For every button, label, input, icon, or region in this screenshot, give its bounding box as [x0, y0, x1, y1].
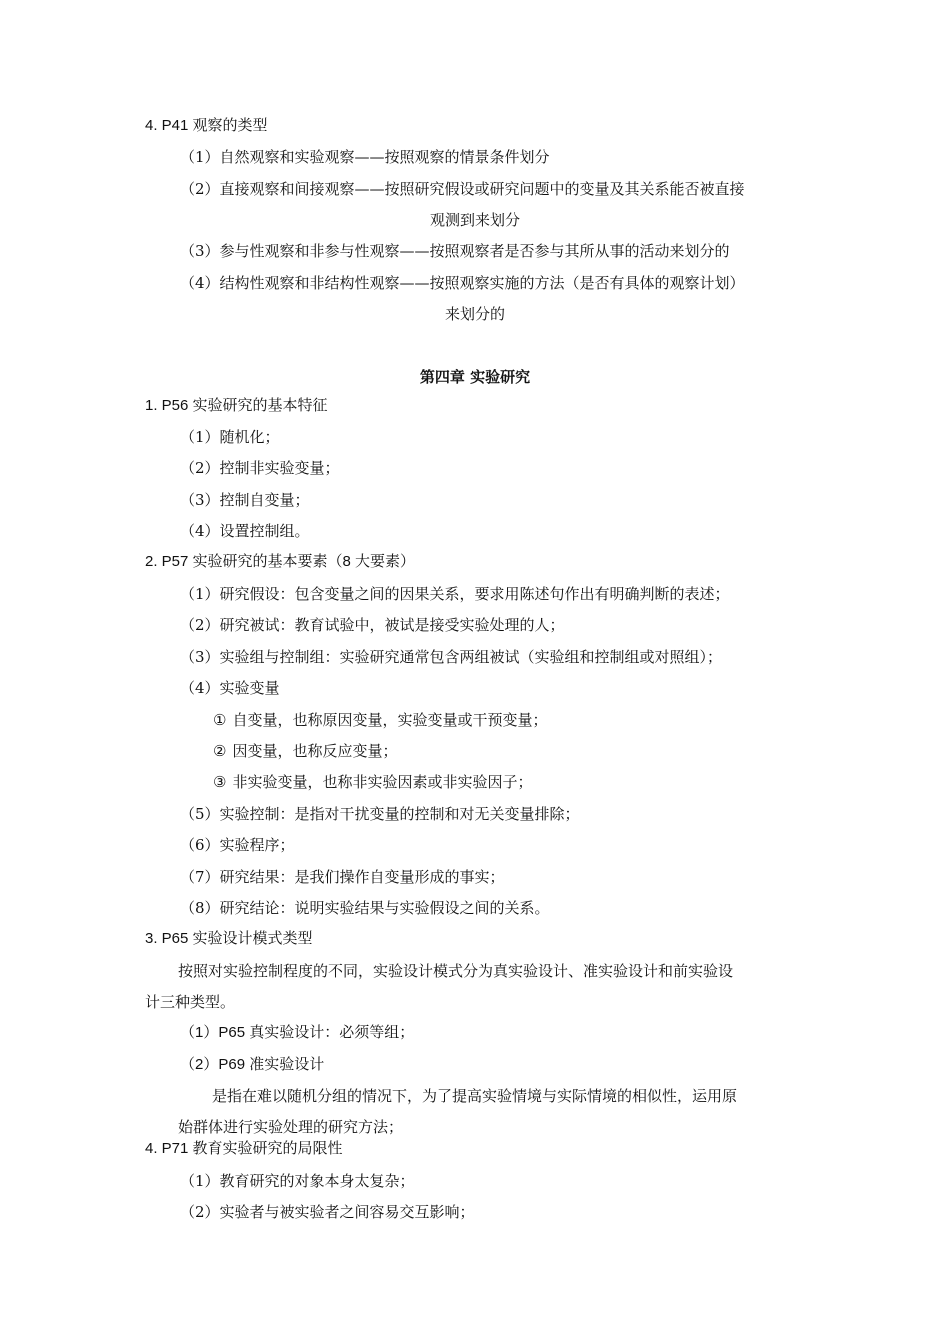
circled-number-1: ① [213, 711, 227, 729]
sub-item-text: 非实验变量，也称非实验因素或非实验因子； [232, 773, 533, 791]
circled-number-2: ② [213, 742, 227, 760]
obs-type-item-2: （2）直接观察和间接观察——按照研究假设或研究问题中的变量及其关系能否被直接 [180, 180, 745, 198]
heading-limitations: 4. P71 教育实验研究的局限性 [145, 1140, 343, 1157]
limitation-item-2: （2）实验者与被实验者之间容易交互影响； [180, 1203, 475, 1221]
feature-item-3: （3）控制自变量； [180, 491, 310, 509]
quasi-design-para-line-2: 始群体进行实验处理的研究方法； [178, 1118, 404, 1136]
sub-item-text: 自变量，也称原因变量，实验变量或干预变量； [232, 711, 548, 729]
element-item-4: （4）实验变量 [180, 679, 280, 697]
element-item-1: （1）研究假设：包含变量之间的因果关系，要求用陈述句作出有明确判断的表述； [180, 585, 730, 603]
element-item-7: （7）研究结果：是我们操作自变量形成的事实； [180, 868, 505, 886]
design-paragraph-line-2: 计三种类型。 [145, 993, 236, 1011]
element-item-6: （6）实验程序； [180, 836, 295, 854]
sub-item-dependent-variable [213, 741, 397, 761]
element-item-5: （5）实验控制：是指对干扰变量的控制和对无关变量排除； [180, 805, 580, 823]
limitation-item-1: （1）教育研究的对象本身太复杂； [180, 1172, 415, 1190]
design-paragraph-line-1: 按照对实验控制程度的不同，实验设计模式分为真实验设计、准实验设计和前实验设 [178, 962, 734, 980]
heading-basic-elements: 2. P57 实验研究的基本要素（8 大要素） [145, 553, 416, 570]
feature-item-1: （1）随机化； [180, 428, 280, 446]
design-item-2: （2）P69 准实验设计 [180, 1056, 325, 1073]
obs-type-item-3: （3）参与性观察和非参与性观察——按照观察者是否参与其所从事的活动来划分的 [180, 242, 730, 260]
sub-item-text: 因变量，也称反应变量； [232, 742, 398, 760]
circled-number-3: ③ [213, 773, 227, 791]
design-item-1: （1）P65 真实验设计：必须等组； [180, 1024, 415, 1041]
obs-type-item-1: （1）自然观察和实验观察——按照观察的情景条件划分 [180, 148, 550, 166]
chapter-title: 第四章 实验研究 [419, 368, 531, 386]
sub-item-independent-variable [213, 710, 547, 730]
feature-item-4: （4）设置控制组。 [180, 522, 310, 540]
heading-design-types: 3. P65 实验设计模式类型 [145, 930, 313, 947]
element-item-2: （2）研究被试：教育试验中，被试是接受实验处理的人； [180, 616, 565, 634]
feature-item-2: （2）控制非实验变量； [180, 459, 340, 477]
obs-type-item-4-cont: 来划分的 [444, 305, 505, 323]
element-item-3: （3）实验组与控制组：实验研究通常包含两组被试（实验组和控制组或对照组）； [180, 648, 723, 666]
heading-observation-types: 4. P41 观察的类型 [145, 117, 268, 134]
sub-item-non-experimental-variable [213, 772, 532, 792]
quasi-design-para-line-1: 是指在难以随机分组的情况下，为了提高实验情境与实际情境的相似性，运用原 [212, 1087, 738, 1105]
heading-basic-features: 1. P56 实验研究的基本特征 [145, 397, 328, 414]
obs-type-item-2-cont: 观测到来划分 [429, 211, 520, 229]
element-item-8: （8）研究结论：说明实验结果与实验假设之间的关系。 [180, 899, 550, 917]
obs-type-item-4: （4）结构性观察和非结构性观察——按照观察实施的方法（是否有具体的观察计划） [180, 274, 745, 292]
